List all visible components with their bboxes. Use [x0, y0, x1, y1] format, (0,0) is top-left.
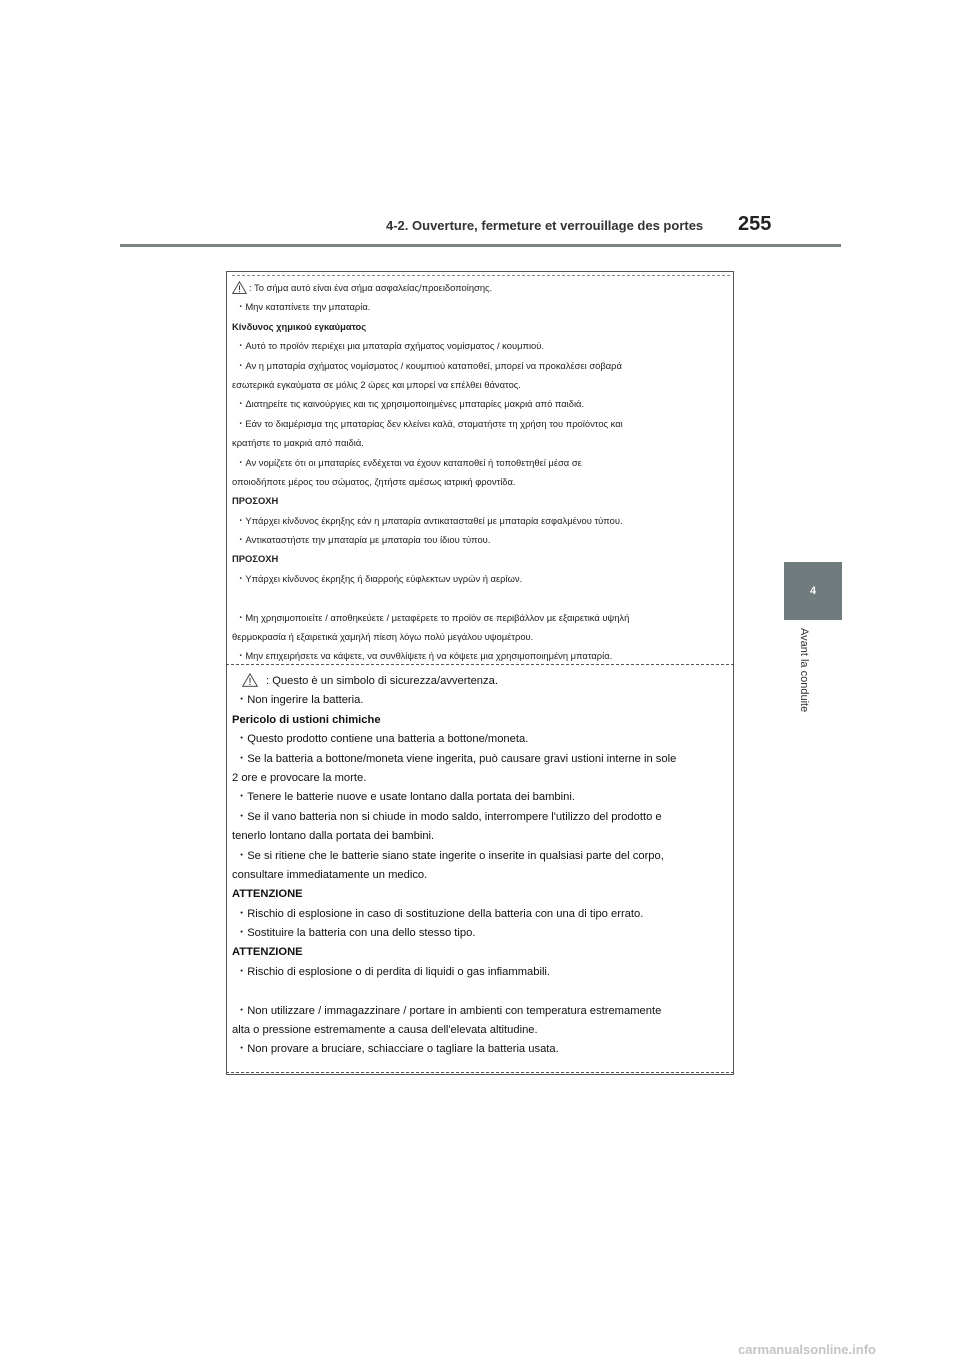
italian-line-16: ・Rischio di esplosione o di perdita di liquidi o gas infiammabili.	[236, 965, 551, 978]
chapter-number: 4	[809, 585, 817, 597]
greek-line-16: ・Υπάρχει κίνδυνος έκρηξης ή διαρροής εύφλεκτων υγρών ή αερίων.	[236, 572, 523, 584]
page-number: 255	[738, 213, 772, 235]
greek-heading-caution-1: ΠΡΟΣΟΧΗ	[232, 495, 279, 507]
italian-line-19: ・Non provare a bruciare, schiacciare o tagliare la batteria usata.	[236, 1043, 559, 1056]
greek-warning-text	[232, 278, 728, 666]
header-rule	[120, 244, 841, 247]
italian-line-10: ・Se si ritiene che le batterie siano state ingerite o inserite in qualsiasi parte del corpo,	[236, 849, 664, 862]
greek-line-5: ・Αν η μπαταρία σχήματος νομίσματος / κουμπιού καταποθεί, μπορεί να προκαλέσει σοβαρά	[236, 359, 622, 371]
warning-triangle-icon	[242, 673, 258, 687]
greek-line-7: ・Διατηρείτε τις καινούργιες και τις χρησιμοποιημένες μπαταρίες μακριά από παιδιά.	[236, 398, 585, 410]
italian-line-1: : Questo è un simbolo di sicurezza/avvertenza.	[266, 675, 498, 687]
greek-line-10: ・Αν νομίζετε ότι οι μπαταρίες ενδέχεται να έχουν καταποθεί ή τοποθετηθεί μέσα σε	[236, 456, 582, 468]
greek-line-13: ・Υπάρχει κίνδυνος έκρηξης εάν η μπαταρία αντικατασταθεί με μπαταρία εσφαλμένου τύπου.	[236, 514, 623, 526]
greek-line-18: θερμοκρασία ή εξαιρετικά χαμηλή πίεση λόγω πολύ μεγάλου υψομέτρου.	[232, 631, 534, 643]
italian-heading-chemical-burn: Pericolo di ustioni chimiche	[232, 713, 381, 726]
chapter-tab	[784, 562, 842, 620]
italian-line-14: ・Sostituire la batteria con una dello stesso tipo.	[236, 927, 476, 940]
italian-symbol-line	[232, 672, 728, 691]
italian-line-13: ・Rischio di esplosione in caso di sostituzione della batteria con una di tipo errato.	[236, 907, 644, 920]
greek-line-8: ・Εάν το διαμέρισμα της μπαταρίας δεν κλείνει καλά, σταματήστε τη χρήση του προϊόντος και	[236, 417, 623, 429]
italian-line-7: ・Tenere le batterie nuove e usate lontano dalla portata dei bambini.	[236, 791, 575, 804]
italian-line-9: tenerlo lontano dalla portata dei bambini.	[232, 830, 435, 843]
greek-line-4: ・Αυτό το προϊόν περιέχει μια μπαταρία σχήματος νομίσματος / κουμπιού.	[236, 340, 544, 352]
greek-line-17: ・Μη χρησιμοποιείτε / αποθηκεύετε / μεταφέρετε το προϊόν σε περιβάλλον με εξαιρετικά υψηλή	[236, 611, 630, 623]
greek-line-1: : Το σήμα αυτό είναι ένα σήμα ασφαλείας/προειδοποίησης.	[249, 282, 493, 293]
italian-spacer	[232, 982, 728, 1001]
italian-line-11: consultare immediatamente un medico.	[232, 868, 428, 881]
greek-line-9: κρατήστε το μακριά από παιδιά.	[232, 437, 364, 449]
italian-heading-attention-2: ATTENZIONE	[232, 946, 303, 959]
greek-spacer	[232, 588, 728, 607]
greek-heading-caution-2: ΠΡΟΣΟΧΗ	[232, 553, 279, 565]
greek-line-2: ・Μην καταπίνετε την μπαταρία.	[236, 301, 371, 313]
warning-triangle-icon	[232, 281, 247, 294]
greek-heading-chemical-burn: Κίνδυνος χημικού εγκαύματος	[232, 320, 367, 332]
italian-line-18: alta o pressione estremamente a causa dell'elevata altitudine.	[232, 1024, 538, 1037]
italian-warning-text	[232, 672, 728, 1060]
italian-line-2: ・Non ingerire la batteria.	[236, 694, 364, 707]
box-top-divider	[232, 275, 730, 276]
italian-line-17: ・Non utilizzare / immagazzinare / portare in ambienti con temperatura estremamente	[236, 1004, 662, 1017]
italian-heading-attention-1: ATTENZIONE	[232, 888, 303, 901]
italian-line-6: 2 ore e provocare la morte.	[232, 771, 367, 784]
chapter-title: Avant la conduite	[798, 628, 810, 713]
greek-line-14: ・Αντικαταστήστε την μπαταρία με μπαταρία του ίδιου τύπου.	[236, 534, 491, 546]
greek-line-6: εσωτερικά εγκαύματα σε μόλις 2 ώρες και μπορεί να επέλθει θάνατος.	[232, 378, 521, 390]
watermark: carmanualsonline.info	[738, 1342, 876, 1357]
italian-line-4: ・Questo prodotto contiene una batteria a bottone/moneta.	[236, 733, 529, 746]
italian-line-5: ・Se la batteria a bottone/moneta viene ingerita, può causare gravi ustioni interne in sole	[236, 752, 677, 765]
box-bottom-divider	[226, 1072, 734, 1073]
greek-line-19: ・Μην επιχειρήσετε να κάψετε, να συνθλίψετε ή να κόψετε μια χρησιμοποιημένη μπαταρία.	[236, 650, 613, 662]
italian-line-8: ・Se il vano batteria non si chiude in modo saldo, interrompere l'utilizzo del prodotto e	[236, 810, 662, 823]
greek-symbol-line	[232, 278, 728, 297]
greek-line-11: οποιοδήποτε μέρος του σώματος, ζητήστε αμέσως ιατρική φροντίδα.	[232, 475, 516, 487]
section-title: 4-2. Ouverture, fermeture et verrouillage des portes	[386, 218, 704, 233]
